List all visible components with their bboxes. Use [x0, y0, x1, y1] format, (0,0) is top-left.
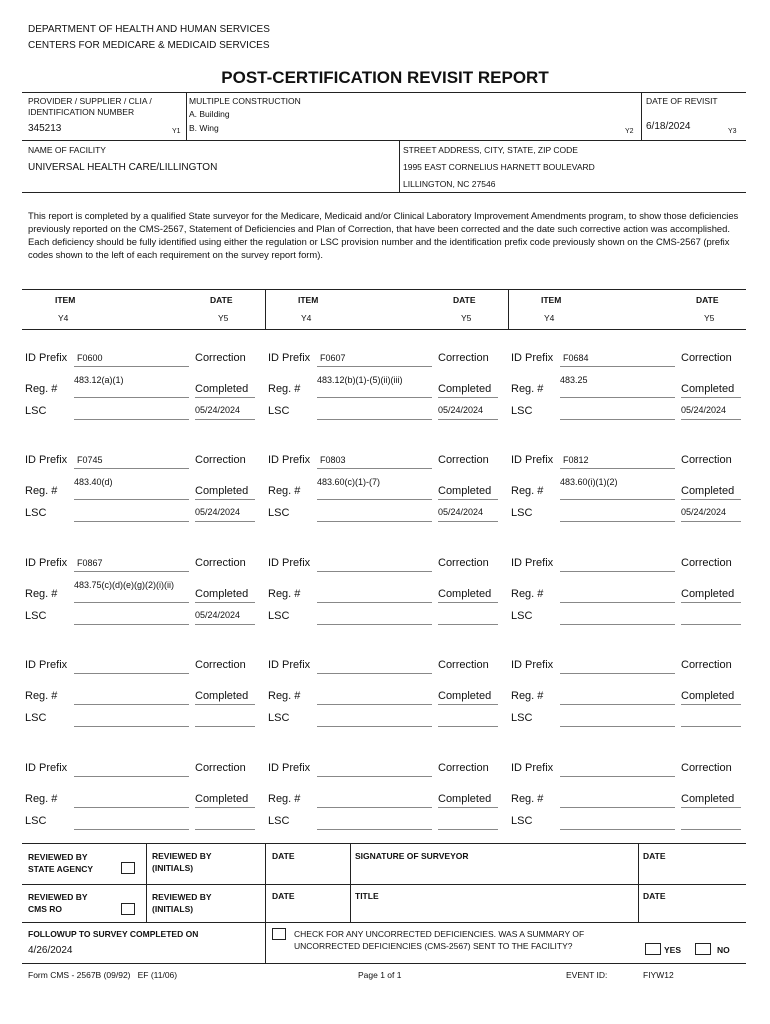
- correction-label: Correction: [195, 659, 246, 671]
- reg-field[interactable]: [560, 397, 675, 398]
- completion-date: 05/24/2024: [681, 507, 727, 517]
- id-prefix-label: ID Prefix: [511, 659, 554, 671]
- lsc-label: LSC: [511, 815, 533, 827]
- reg-value: 483.40(d): [74, 477, 113, 487]
- date-of-revisit-label: DATE OF REVISIT: [646, 96, 718, 106]
- completed-underline: [438, 807, 498, 808]
- building-label: A. Building: [189, 109, 230, 119]
- completed-underline: [438, 397, 498, 398]
- reg-field[interactable]: [74, 807, 189, 808]
- reg-field[interactable]: [317, 397, 432, 398]
- completed-label: Completed: [195, 690, 249, 702]
- y1-marker: Y1: [172, 128, 181, 135]
- reg-label: Reg. #: [511, 690, 544, 702]
- completion-date-field[interactable]: [195, 419, 255, 420]
- completion-date: 05/24/2024: [438, 507, 484, 517]
- y4-marker-0: Y4: [58, 313, 69, 323]
- completed-label: Completed: [195, 383, 249, 395]
- lsc-field[interactable]: [74, 521, 189, 522]
- reg-value: 483.25: [560, 375, 588, 385]
- reviewed-by-initials-label-2: REVIEWED BY (INITIALS): [152, 892, 212, 914]
- reg-label: Reg. #: [268, 588, 301, 600]
- reg-label: Reg. #: [25, 485, 58, 497]
- correction-label: Correction: [438, 659, 489, 671]
- id-prefix-label: ID Prefix: [268, 659, 311, 671]
- reg-label: Reg. #: [511, 793, 544, 805]
- id-prefix-value: F0812: [563, 455, 589, 465]
- reg-value: 483.12(b)(1)-(5)(ii)(iii): [317, 375, 403, 385]
- id-prefix-field[interactable]: [317, 366, 432, 367]
- id-prefix-label: ID Prefix: [511, 762, 554, 774]
- completion-date-field[interactable]: [438, 624, 498, 625]
- reviewed-by-state-label: REVIEWED BY STATE AGENCY: [28, 852, 94, 874]
- uncorrected-deficiencies-question: CHECK FOR ANY UNCORRECTED DEFICIENCIES. WAS A SUMMARY OF UNCORRECTED DEFICIENCIES (CMS-2567) SENT TO THE FACILITY?: [294, 929, 585, 951]
- reg-label: Reg. #: [511, 383, 544, 395]
- id-prefix-label: ID Prefix: [25, 454, 68, 466]
- lsc-label: LSC: [268, 405, 290, 417]
- lsc-field[interactable]: [317, 624, 432, 625]
- completed-label: Completed: [195, 485, 249, 497]
- centers-name: CENTERS FOR MEDICARE & MEDICAID SERVICES: [28, 40, 270, 51]
- id-prefix-field[interactable]: [74, 571, 189, 572]
- correction-label: Correction: [438, 454, 489, 466]
- completion-date: 05/24/2024: [195, 610, 241, 620]
- completed-underline: [195, 397, 255, 398]
- lsc-field[interactable]: [74, 419, 189, 420]
- reg-value: 483.75(c)(d)(e)(g)(2)(i)(ii): [74, 580, 175, 590]
- y2-marker: Y2: [625, 128, 634, 135]
- lsc-label: LSC: [268, 610, 290, 622]
- address-label: STREET ADDRESS, CITY, STATE, ZIP CODE: [403, 145, 578, 155]
- lsc-field[interactable]: [560, 624, 675, 625]
- id-prefix-label: ID Prefix: [511, 352, 554, 364]
- lsc-label: LSC: [25, 610, 47, 622]
- reg-field[interactable]: [560, 807, 675, 808]
- completion-date-field[interactable]: [195, 521, 255, 522]
- id-prefix-field[interactable]: [317, 571, 432, 572]
- id-prefix-value: F0803: [320, 455, 346, 465]
- reg-field[interactable]: [74, 397, 189, 398]
- lsc-label: LSC: [511, 405, 533, 417]
- completed-label: Completed: [438, 383, 492, 395]
- completed-label: Completed: [438, 588, 492, 600]
- completed-label: Completed: [438, 690, 492, 702]
- item-header-2: ITEM: [541, 295, 562, 305]
- correction-label: Correction: [681, 762, 732, 774]
- date-header-0: DATE: [210, 295, 233, 305]
- reg-field[interactable]: [74, 499, 189, 500]
- lsc-label: LSC: [511, 712, 533, 724]
- lsc-label: LSC: [25, 507, 47, 519]
- department-name: DEPARTMENT OF HEALTH AND HUMAN SERVICES: [28, 24, 270, 35]
- reg-value: 483.12(a)(1): [74, 375, 124, 385]
- reg-field[interactable]: [317, 704, 432, 705]
- id-prefix-label: ID Prefix: [25, 762, 68, 774]
- lsc-field[interactable]: [74, 829, 189, 830]
- provider-id-value: 345213: [28, 123, 62, 134]
- reg-label: Reg. #: [511, 588, 544, 600]
- id-prefix-value: F0607: [320, 353, 346, 363]
- correction-label: Correction: [438, 352, 489, 364]
- id-prefix-label: ID Prefix: [25, 352, 68, 364]
- completion-date: 05/24/2024: [438, 405, 484, 415]
- signature-label: SIGNATURE OF SURVEYOR: [355, 851, 469, 861]
- reg-field[interactable]: [317, 807, 432, 808]
- id-prefix-field[interactable]: [560, 366, 675, 367]
- reg-field[interactable]: [74, 602, 189, 603]
- y5-marker-2: Y5: [704, 313, 715, 323]
- uncorrected-deficiencies-checkbox[interactable]: [272, 928, 286, 940]
- reg-label: Reg. #: [25, 793, 58, 805]
- lsc-field[interactable]: [560, 521, 675, 522]
- reg-label: Reg. #: [25, 690, 58, 702]
- reg-label: Reg. #: [268, 485, 301, 497]
- reg-field[interactable]: [317, 499, 432, 500]
- lsc-field[interactable]: [317, 829, 432, 830]
- id-prefix-field[interactable]: [74, 366, 189, 367]
- completed-label: Completed: [438, 485, 492, 497]
- address-line-2: LILLINGTON, NC 27546: [403, 179, 496, 189]
- lsc-label: LSC: [511, 610, 533, 622]
- completed-label: Completed: [681, 383, 735, 395]
- yes-checkbox[interactable]: [645, 943, 661, 955]
- lsc-label: LSC: [268, 507, 290, 519]
- form-number: Form CMS - 2567B (09/92) EF (11/06): [28, 970, 178, 980]
- correction-label: Correction: [438, 762, 489, 774]
- completion-date-field[interactable]: [438, 726, 498, 727]
- y5-marker-1: Y5: [461, 313, 472, 323]
- id-prefix-field[interactable]: [560, 776, 675, 777]
- completion-date-field[interactable]: [681, 726, 741, 727]
- event-id-value: FIYW12: [643, 970, 674, 980]
- correction-label: Correction: [681, 659, 732, 671]
- lsc-field[interactable]: [560, 419, 675, 420]
- date-label-4: DATE: [643, 891, 666, 901]
- id-prefix-label: ID Prefix: [25, 659, 68, 671]
- completion-date-field[interactable]: [195, 726, 255, 727]
- completed-label: Completed: [681, 588, 735, 600]
- lsc-label: LSC: [268, 712, 290, 724]
- id-prefix-field[interactable]: [74, 776, 189, 777]
- lsc-field[interactable]: [560, 829, 675, 830]
- completion-date: 05/24/2024: [681, 405, 727, 415]
- y3-marker: Y3: [728, 128, 737, 135]
- reg-label: Reg. #: [268, 793, 301, 805]
- lsc-label: LSC: [268, 815, 290, 827]
- address-line-1: 1995 EAST CORNELIUS HARNETT BOULEVARD: [403, 162, 595, 172]
- completion-date-field[interactable]: [681, 419, 741, 420]
- lsc-field[interactable]: [560, 726, 675, 727]
- lsc-label: LSC: [511, 507, 533, 519]
- completed-label: Completed: [681, 485, 735, 497]
- facility-value: UNIVERSAL HEALTH CARE/LILLINGTON: [28, 162, 218, 173]
- instructions-paragraph: This report is completed by a qualified State surveyor for the Medicare, Medicaid and/or Clinical Laboratory Improvement Amendments program, to show those deficiencies previously reported on the CMS-2567, Statement of Deficiencies and Plan of Correction, that have been corrected and the date such corrective action was accomplished. Each deficiency should be fully identified using either the regulation or LSC provision number and the identification prefix code previously shown on the CMS-2567 (prefix codes shown to the left of each requirement on the survey report form).: [28, 210, 739, 260]
- date-label-2: DATE: [643, 851, 666, 861]
- completed-underline: [195, 499, 255, 500]
- id-prefix-label: ID Prefix: [268, 454, 311, 466]
- reg-field[interactable]: [74, 704, 189, 705]
- yes-label: YES: [664, 945, 682, 955]
- id-prefix-label: ID Prefix: [511, 557, 554, 569]
- id-prefix-field[interactable]: [317, 673, 432, 674]
- id-prefix-value: F0745: [77, 455, 103, 465]
- y4-marker-1: Y4: [301, 313, 312, 323]
- title-label: TITLE: [355, 891, 379, 901]
- followup-value: 4/26/2024: [28, 945, 73, 956]
- id-prefix-value: F0867: [77, 558, 103, 568]
- reg-field[interactable]: [560, 704, 675, 705]
- reviewed-by-initials-label: REVIEWED BY (INITIALS): [152, 851, 212, 873]
- completed-label: Completed: [681, 690, 735, 702]
- reg-label: Reg. #: [25, 383, 58, 395]
- correction-label: Correction: [195, 557, 246, 569]
- lsc-field[interactable]: [74, 726, 189, 727]
- cms-ro-checkbox[interactable]: [121, 903, 135, 915]
- lsc-field[interactable]: [317, 419, 432, 420]
- facility-label: NAME OF FACILITY: [28, 145, 106, 155]
- event-id-label: EVENT ID:: [566, 970, 608, 980]
- date-label-1: DATE: [272, 851, 295, 861]
- state-agency-checkbox[interactable]: [121, 862, 135, 874]
- y4-marker-2: Y4: [544, 313, 555, 323]
- completion-date-field[interactable]: [438, 521, 498, 522]
- lsc-field[interactable]: [74, 624, 189, 625]
- reg-label: Reg. #: [268, 690, 301, 702]
- no-label: NO: [717, 945, 730, 955]
- date-label-3: DATE: [272, 891, 295, 901]
- completed-label: Completed: [195, 588, 249, 600]
- correction-label: Correction: [195, 762, 246, 774]
- id-prefix-label: ID Prefix: [25, 557, 68, 569]
- completion-date-field[interactable]: [681, 624, 741, 625]
- id-prefix-label: ID Prefix: [511, 454, 554, 466]
- item-header-1: ITEM: [298, 295, 319, 305]
- reg-field[interactable]: [560, 602, 675, 603]
- completed-underline: [438, 499, 498, 500]
- reg-label: Reg. #: [268, 383, 301, 395]
- completed-label: Completed: [681, 793, 735, 805]
- reg-label: Reg. #: [511, 485, 544, 497]
- y5-marker-0: Y5: [218, 313, 229, 323]
- reg-label: Reg. #: [25, 588, 58, 600]
- completed-underline: [195, 807, 255, 808]
- lsc-label: LSC: [25, 815, 47, 827]
- id-prefix-field[interactable]: [560, 673, 675, 674]
- completion-date-field[interactable]: [681, 521, 741, 522]
- completion-date-field[interactable]: [195, 829, 255, 830]
- lsc-label: LSC: [25, 405, 47, 417]
- reviewed-by-cms-label: REVIEWED BY CMS RO: [28, 892, 88, 914]
- completion-date-field[interactable]: [438, 419, 498, 420]
- id-prefix-field[interactable]: [560, 468, 675, 469]
- id-prefix-field[interactable]: [74, 468, 189, 469]
- id-prefix-field[interactable]: [560, 571, 675, 572]
- id-prefix-label: ID Prefix: [268, 762, 311, 774]
- completed-underline: [681, 704, 741, 705]
- wing-label: B. Wing: [189, 123, 219, 133]
- reg-value: 483.60(c)(1)-(7): [317, 477, 381, 487]
- correction-label: Correction: [195, 454, 246, 466]
- item-header-0: ITEM: [55, 295, 76, 305]
- completion-date-field[interactable]: [438, 829, 498, 830]
- correction-label: Correction: [681, 352, 732, 364]
- completion-date-field[interactable]: [195, 624, 255, 625]
- page-number: Page 1 of 1: [358, 970, 402, 980]
- completed-underline: [681, 397, 741, 398]
- correction-label: Correction: [195, 352, 246, 364]
- id-prefix-field[interactable]: [317, 776, 432, 777]
- completed-underline: [681, 602, 741, 603]
- completed-label: Completed: [195, 793, 249, 805]
- date-header-2: DATE: [696, 295, 719, 305]
- id-prefix-field[interactable]: [74, 673, 189, 674]
- lsc-field[interactable]: [317, 726, 432, 727]
- id-prefix-value: F0600: [77, 353, 103, 363]
- id-prefix-value: F0684: [563, 353, 589, 363]
- date-of-revisit-value: 6/18/2024: [646, 121, 691, 132]
- correction-label: Correction: [438, 557, 489, 569]
- date-header-1: DATE: [453, 295, 476, 305]
- completed-underline: [681, 807, 741, 808]
- completed-underline: [438, 704, 498, 705]
- correction-label: Correction: [681, 454, 732, 466]
- completed-underline: [438, 602, 498, 603]
- correction-label: Correction: [681, 557, 732, 569]
- page-title: POST-CERTIFICATION REVISIT REPORT: [221, 68, 549, 87]
- id-prefix-label: ID Prefix: [268, 352, 311, 364]
- id-prefix-field[interactable]: [317, 468, 432, 469]
- completed-underline: [681, 499, 741, 500]
- completion-date: 05/24/2024: [195, 507, 241, 517]
- lsc-label: LSC: [25, 712, 47, 724]
- completion-date: 05/24/2024: [195, 405, 241, 415]
- reg-field[interactable]: [317, 602, 432, 603]
- completed-underline: [195, 602, 255, 603]
- completed-label: Completed: [438, 793, 492, 805]
- followup-label: FOLLOWUP TO SURVEY COMPLETED ON: [28, 929, 199, 939]
- lsc-field[interactable]: [317, 521, 432, 522]
- completion-date-field[interactable]: [681, 829, 741, 830]
- no-checkbox[interactable]: [695, 943, 711, 955]
- provider-id-label: PROVIDER / SUPPLIER / CLIA / IDENTIFICATION NUMBER: [28, 96, 152, 117]
- multiple-construction-label: MULTIPLE CONSTRUCTION: [189, 96, 301, 106]
- reg-field[interactable]: [560, 499, 675, 500]
- id-prefix-label: ID Prefix: [268, 557, 311, 569]
- completed-underline: [195, 704, 255, 705]
- reg-value: 483.60(i)(1)(2): [560, 477, 618, 487]
